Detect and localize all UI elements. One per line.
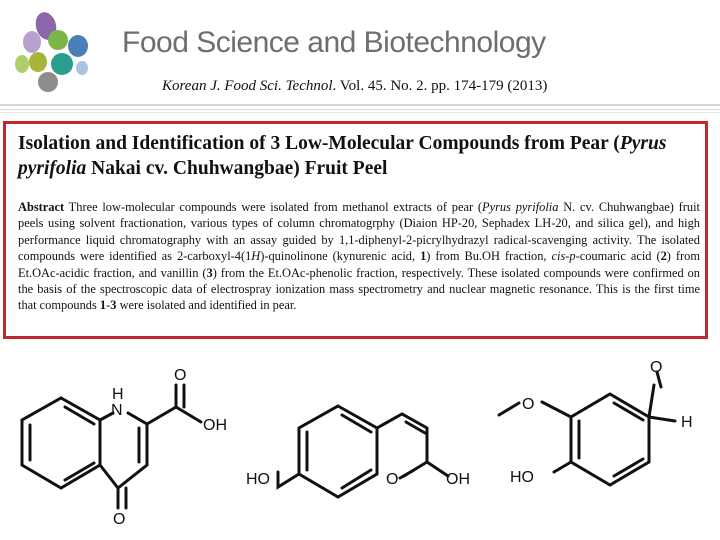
atom-oh: OH bbox=[446, 471, 470, 488]
vanillin-labels bbox=[510, 359, 693, 486]
paper-title bbox=[18, 131, 698, 181]
atom-o: O bbox=[522, 396, 535, 413]
atom-o: O bbox=[650, 359, 663, 376]
atom-oh: OH bbox=[203, 417, 227, 434]
logo-leaf bbox=[76, 61, 88, 75]
title-text: Isolation and Identification of 3 Low-Molecular Compounds from Pear ( bbox=[18, 133, 620, 154]
atom-o: O bbox=[113, 511, 126, 528]
logo-leaf bbox=[23, 31, 41, 53]
compound-number: 3 bbox=[206, 265, 213, 280]
header-divider bbox=[0, 112, 720, 113]
atom-h: H bbox=[112, 386, 124, 403]
atom-h: H bbox=[681, 414, 693, 431]
logo-leaf bbox=[68, 35, 88, 57]
abstract-italic: Pyrus pyrifolia bbox=[482, 200, 559, 214]
abstract-text: Three low-molecular compounds were isolated from methanol extracts of pear ( bbox=[64, 200, 483, 214]
header-divider bbox=[0, 109, 720, 110]
logo-leaf bbox=[29, 52, 47, 72]
abstract-text: )-quinolinone (kynurenic acid, bbox=[260, 249, 421, 264]
atom-ho: HO bbox=[246, 471, 270, 488]
abstract-label: Abstract bbox=[18, 200, 65, 214]
logo-leaf bbox=[51, 53, 73, 75]
compound-number: 1 bbox=[420, 249, 427, 264]
abstract-text: ) from Bu.OH fraction, bbox=[426, 249, 552, 264]
compound-number: 3 bbox=[110, 298, 117, 313]
abstract-text: ) from Et.OAc-acidic fraction, and vanillin ( bbox=[18, 249, 700, 280]
compound-number: 2 bbox=[660, 249, 667, 264]
abstract bbox=[18, 199, 700, 314]
atom-o: O bbox=[386, 471, 399, 488]
abstract-text: ) from the Et.OAc-phenolic fraction, respectively. These isolated compounds were confirmed on the basis of the spectroscopic data of electrospray ionization mass spectrometry and nuclear magnetic resonance. This is the first time that compounds bbox=[18, 265, 700, 313]
abstract-text: - bbox=[106, 298, 111, 313]
logo-leaf bbox=[38, 72, 58, 92]
abstract-text: N. cv. Chuhwangbae) fruit peels using solvent fractionation, various types of column chromatogrphy (Diaion HP-20, Sephadex LH-20, and silica gel), and high performance liquid chromatography with an assay guided by 1,1-diphenyl-2-picrylhydrazyl radical-scavenging activity. The isolated compounds were identified as 2-carboxyl-4(1 bbox=[18, 200, 700, 264]
abstract-italic: H bbox=[251, 249, 261, 264]
kynurenic-labels bbox=[111, 367, 227, 528]
atom-n: N bbox=[111, 402, 123, 419]
citation-journal: Korean J. Food Sci. Technol bbox=[162, 78, 333, 94]
logo-leaf bbox=[15, 55, 29, 73]
logo-leaf bbox=[48, 30, 68, 50]
coumaric-acid-structure bbox=[278, 406, 448, 497]
citation-line bbox=[162, 78, 547, 95]
citation-details: . Vol. 45. No. 2. pp. 174-179 (2013) bbox=[332, 78, 548, 94]
atom-o: O bbox=[174, 367, 187, 384]
title-text: Nakai cv. Chuhwangbae) Fruit Peel bbox=[86, 158, 388, 179]
chemical-structures bbox=[0, 350, 720, 540]
abstract-text: -coumaric acid ( bbox=[575, 249, 661, 264]
journal-logo bbox=[8, 6, 118, 106]
atom-ho: HO bbox=[510, 469, 534, 486]
journal-brand: Food Science and Biotechnology bbox=[122, 26, 546, 59]
paper-summary-box bbox=[3, 121, 708, 339]
header-divider bbox=[0, 104, 720, 106]
title-species: Pyrus pyrifolia bbox=[18, 133, 667, 179]
abstract-text: were isolated and identified in pear. bbox=[116, 298, 297, 313]
abstract-italic: cis-p bbox=[551, 249, 576, 264]
compound-number: 1 bbox=[99, 298, 107, 313]
